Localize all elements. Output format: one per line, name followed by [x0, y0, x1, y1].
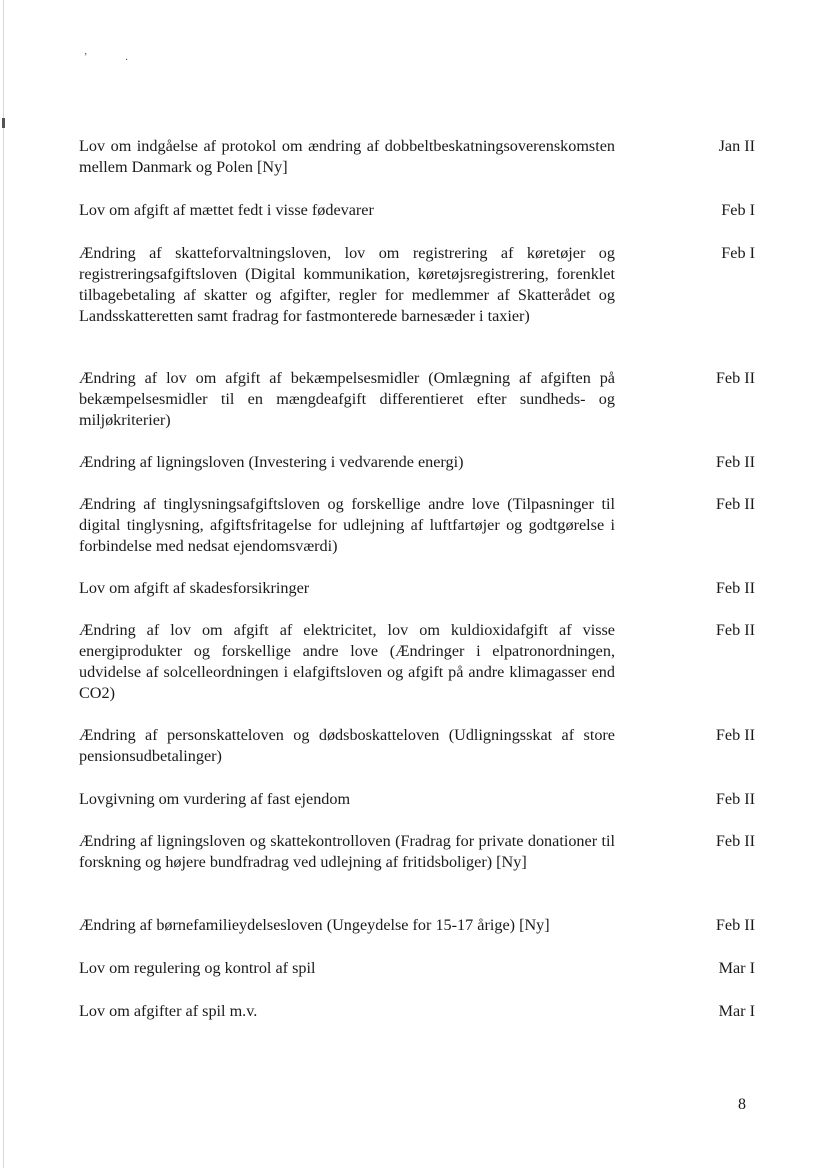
entry-date: Mar I: [718, 959, 755, 977]
entry-date: Feb II: [715, 726, 755, 744]
entry-title: Lovgivning om vurdering af fast ejendom: [79, 790, 351, 808]
page-edge: [3, 0, 4, 1168]
entry-date: Feb II: [715, 369, 755, 387]
entry-date: Feb II: [715, 790, 755, 808]
entry-title: Ændring af lov om afgift af bekæmpelsesmidler (Omlægning af afgiften på bekæmpelsesmidler til en mængdeafgift differentieret efter sundheds- og miljøkriterier): [79, 369, 615, 429]
entry-date: Feb II: [715, 916, 755, 934]
page-number: 8: [738, 1096, 746, 1113]
entry-title: Ændring af børnefamilieydelsesloven (Ungeydelse for 15-17 årige) [Ny]: [79, 916, 550, 934]
entry-title: Ændring af ligningsloven og skattekontrolloven (Fradrag for private donationer til forskning og højere bundfradrag ved udlejning af fritidsboliger) [Ny]: [79, 832, 615, 871]
entry-date: Jan II: [718, 137, 755, 155]
entry-title: Lov om indgåelse af protokol om ændring af dobbeltbeskatningsoverenskomsten mellem Danmark og Polen [Ny]: [79, 137, 615, 176]
binding-mark: [2, 118, 5, 128]
entry-title: Lov om afgift af mættet fedt i visse fødevarer: [79, 201, 374, 219]
entry-date: Feb II: [715, 832, 755, 850]
entry-title: Ændring af ligningsloven (Investering i vedvarende energi): [79, 453, 464, 471]
entry-title: Lov om afgift af skadesforsikringer: [79, 579, 310, 597]
entry-date: Feb I: [721, 244, 755, 262]
scan-specks: ’.: [84, 52, 166, 63]
entry-title: Lov om regulering og kontrol af spil: [79, 959, 316, 977]
entry-date: Feb I: [721, 201, 755, 219]
entry-date: Feb II: [715, 621, 755, 639]
entry-title: Ændring af tinglysningsafgiftsloven og forskellige andre love (Tilpasninger til digital tinglysning, afgiftsfritagelse for udlejning af luftfartøjer og godtgørelse i forbindelse med nedsat ejendomsværdi): [79, 495, 615, 555]
entry-title: Ændring af personskatteloven og dødsboskatteloven (Udligningsskat af store pensionsudbetalinger): [79, 726, 615, 765]
entry-title: Lov om afgifter af spil m.v.: [79, 1002, 258, 1020]
entry-title: Ændring af lov om afgift af elektricitet, lov om kuldioxidafgift af visse energiprodukter og forskellige andre love (Ændringer i elpatronordningen, udvidelse af solcelleordningen i elafgiftsloven og afgift på andre klimagasser end CO2): [79, 621, 615, 702]
entry-date: Feb II: [715, 495, 755, 513]
entry-title: Ændring af skatteforvaltningsloven, lov om registrering af køretøjer og registreringsafgiftsloven (Digital kommunikation, køretøjsregistrering, forenklet tilbagebetaling af skatter og afgifter, regler for medlemmer af Skatterådet og Landsskatteretten samt fradrag for fastmonterede barnesæder i taxier): [79, 244, 615, 325]
entry-date: Mar I: [718, 1002, 755, 1020]
entry-date: Feb II: [715, 453, 755, 471]
entry-date: Feb II: [715, 579, 755, 597]
